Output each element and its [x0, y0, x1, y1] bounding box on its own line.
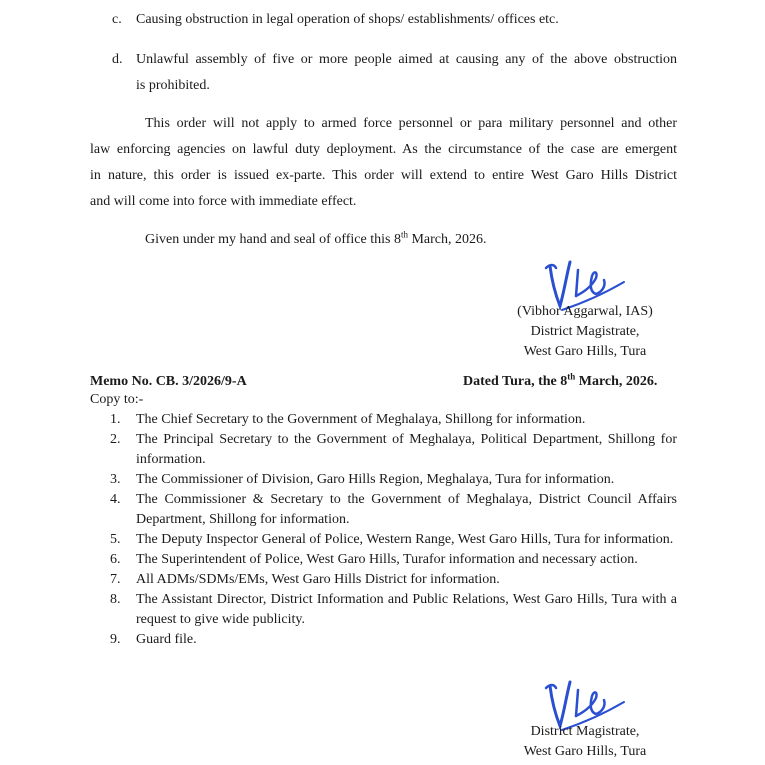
order-paragraph-line1: This order will not apply to armed force personnel or para military personnel and other	[145, 116, 677, 131]
order-paragraph-line3: in nature, this order is issued ex-parte. This order will extend to entire West Garo Hills District	[90, 168, 677, 183]
order-paragraph-line2: law enforcing agencies on lawful duty deployment. As the circumstance of the case are emergent	[90, 142, 677, 157]
list-item-number: 5.	[110, 532, 121, 547]
signatory-name: (Vibhor Aggarwal, IAS)	[517, 304, 653, 319]
clause-d-text-line2: is prohibited.	[136, 78, 210, 93]
copy-to-label: Copy to:-	[90, 392, 144, 407]
list-item	[110, 530, 677, 550]
given-suffix: March, 2026.	[407, 232, 487, 247]
list-item-text: Guard file.	[136, 632, 197, 647]
signatory-block	[500, 302, 670, 362]
memo-dated-suffix: March, 2026.	[575, 374, 658, 389]
list-item-text: All ADMs/SDMs/EMs, West Garo Hills District for information.	[136, 572, 500, 587]
list-item-text: The Commissioner of Division, Garo Hills Region, Meghalaya, Tura for information.	[136, 472, 615, 487]
clause-d-text-line1: Unlawful assembly of five or more people aimed at causing any of the above obstruction	[136, 52, 677, 67]
copy-list	[110, 410, 677, 650]
footer-signatory-block	[500, 722, 670, 762]
list-item	[110, 570, 677, 590]
list-item-number: 6.	[110, 552, 121, 567]
given-prefix: Given under my hand and seal of office this 8	[145, 232, 401, 247]
list-item-number: 1.	[110, 412, 121, 427]
signatory-designation: District Magistrate,	[530, 324, 640, 339]
given-under-hand	[145, 229, 487, 248]
list-item-text: The Superintendent of Police, West Garo Hills, Turafor information and necessary action.	[136, 552, 638, 567]
memo-dated-prefix: Dated Tura, the 8	[463, 374, 568, 389]
memo-dated-sup: th	[567, 371, 576, 382]
clause-d-marker: d.	[112, 52, 123, 67]
memo-number: Memo No. CB. 3/2026/9-A	[90, 374, 247, 389]
list-item-text: The Assistant Director, District Information and Public Relations, West Garo Hills, Tura with a request to give wide publicity.	[136, 592, 677, 627]
list-item	[110, 490, 677, 530]
list-item-number: 3.	[110, 472, 121, 487]
list-item-number: 8.	[110, 592, 121, 607]
signatory-office: West Garo Hills, Tura	[523, 344, 647, 359]
list-item-text: The Chief Secretary to the Government of Meghalaya, Shillong for information.	[136, 412, 586, 427]
list-item-number: 4.	[110, 492, 121, 507]
list-item-text: The Principal Secretary to the Government of Meghalaya, Political Department, Shillong for information.	[136, 432, 677, 467]
list-item-text: The Deputy Inspector General of Police, Western Range, West Garo Hills, Tura for information.	[136, 532, 674, 547]
list-item-number: 9.	[110, 632, 121, 647]
given-sup: th	[400, 229, 408, 240]
list-item	[110, 590, 677, 630]
list-item	[110, 430, 677, 470]
list-item-text: The Commissioner & Secretary to the Government of Meghalaya, District Council Affairs Department, Shillong for information.	[136, 492, 677, 527]
memo-dated	[463, 371, 658, 390]
clause-c-marker: c.	[112, 12, 122, 27]
clause-c-text: Causing obstruction in legal operation of shops/ establishments/ offices etc.	[136, 12, 559, 27]
list-item	[110, 550, 677, 570]
list-item-number: 7.	[110, 572, 121, 587]
footer-office: West Garo Hills, Tura	[523, 744, 647, 759]
list-item	[110, 470, 677, 490]
order-paragraph-line4: and will come into force with immediate effect.	[90, 194, 357, 209]
list-item	[110, 630, 677, 650]
footer-designation: District Magistrate,	[530, 724, 640, 739]
list-item-number: 2.	[110, 432, 121, 447]
list-item	[110, 410, 677, 430]
